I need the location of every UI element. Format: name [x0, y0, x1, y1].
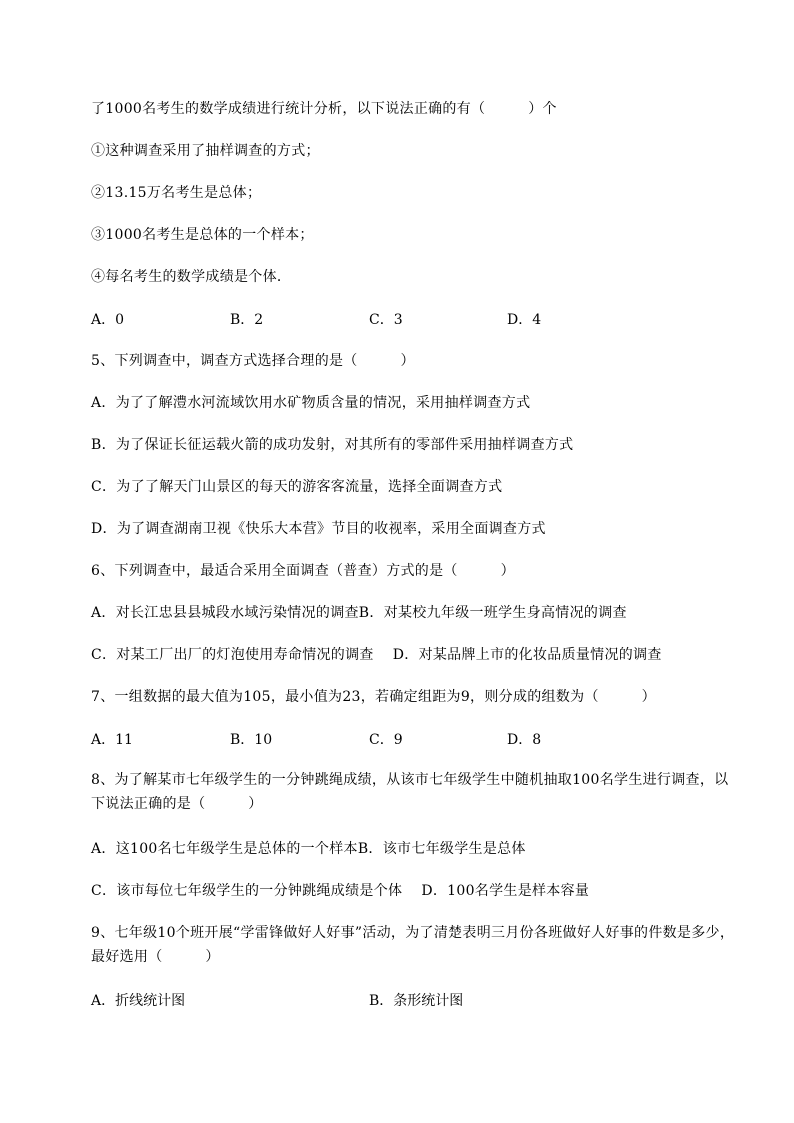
- statement-1: ①这种调查采用了抽样调查的方式；: [91, 143, 320, 159]
- q5-option-a: A．为了了解澧水河流域饮用水矿物质含量的情况，采用抽样调查方式: [91, 395, 531, 411]
- q4-option-b: B．2: [230, 312, 264, 328]
- statement-4: ④每名考生的数学成绩是个体．: [91, 269, 292, 285]
- question-5: 5、下列调查中，调查方式选择合理的是（ ）: [91, 353, 415, 369]
- q8-options-ab: A．这100名七年级学生是总体的一个样本B．该市七年级学生是总体: [91, 841, 526, 857]
- q7-option-b: B．10: [230, 732, 273, 748]
- statement-2: ②13.15万名考生是总体；: [91, 185, 262, 201]
- q6-options-ab: A．对长江忠县县城段水域污染情况的调查B．对某校九年级一班学生身高情况的调查: [91, 605, 627, 621]
- question-4-continuation: 了1000名考生的数学成绩进行统计分析，以下说法正确的有（ ）个: [91, 101, 557, 117]
- q4-option-c: C．3: [369, 312, 403, 328]
- q6-options-cd: C．对某工厂出厂的灯泡使用寿命情况的调查 D．对某品牌上市的化妆品质量情况的调查: [91, 647, 662, 663]
- question-7: 7、一组数据的最大值为105，最小值为23，若确定组距为9，则分成的组数为（ ）: [91, 689, 656, 705]
- q7-option-c: C．9: [369, 732, 403, 748]
- q7-option-a: A．11: [91, 732, 133, 748]
- q4-option-a: A．0: [91, 312, 125, 328]
- q5-option-d: D．为了调查湖南卫视《快乐大本营》节目的收视率，采用全面调查方式: [91, 521, 546, 537]
- question-8: 8、为了解某市七年级学生的一分钟跳绳成绩，从该市七年级学生中随机抽取100名学生进行调查，以下说法正确的是（ ）: [91, 772, 729, 812]
- q5-option-c: C．为了了解天门山景区的每天的游客客流量，选择全面调查方式: [91, 479, 503, 495]
- q7-option-d: D．8: [507, 732, 542, 748]
- q4-option-d: D．4: [507, 312, 542, 328]
- statement-3: ③1000名考生是总体的一个样本；: [91, 227, 314, 243]
- q9-option-b: B．条形统计图: [369, 993, 464, 1009]
- q5-option-b: B．为了保证长征运载火箭的成功发射，对其所有的零部件采用抽样调查方式: [91, 437, 574, 453]
- q8-options-cd: C．该市每位七年级学生的一分钟跳绳成绩是个体 D．100名学生是样本容量: [91, 883, 590, 899]
- q9-option-a: A．折线统计图: [91, 993, 186, 1009]
- question-9: 9、七年级10个班开展“学雷锋做好人好事”活动，为了清楚表明三月份各班做好人好事的件数是多少，最好选用（ ）: [91, 925, 735, 965]
- question-6: 6、下列调查中，最适合采用全面调查（普查）方式的是（ ）: [91, 563, 515, 579]
